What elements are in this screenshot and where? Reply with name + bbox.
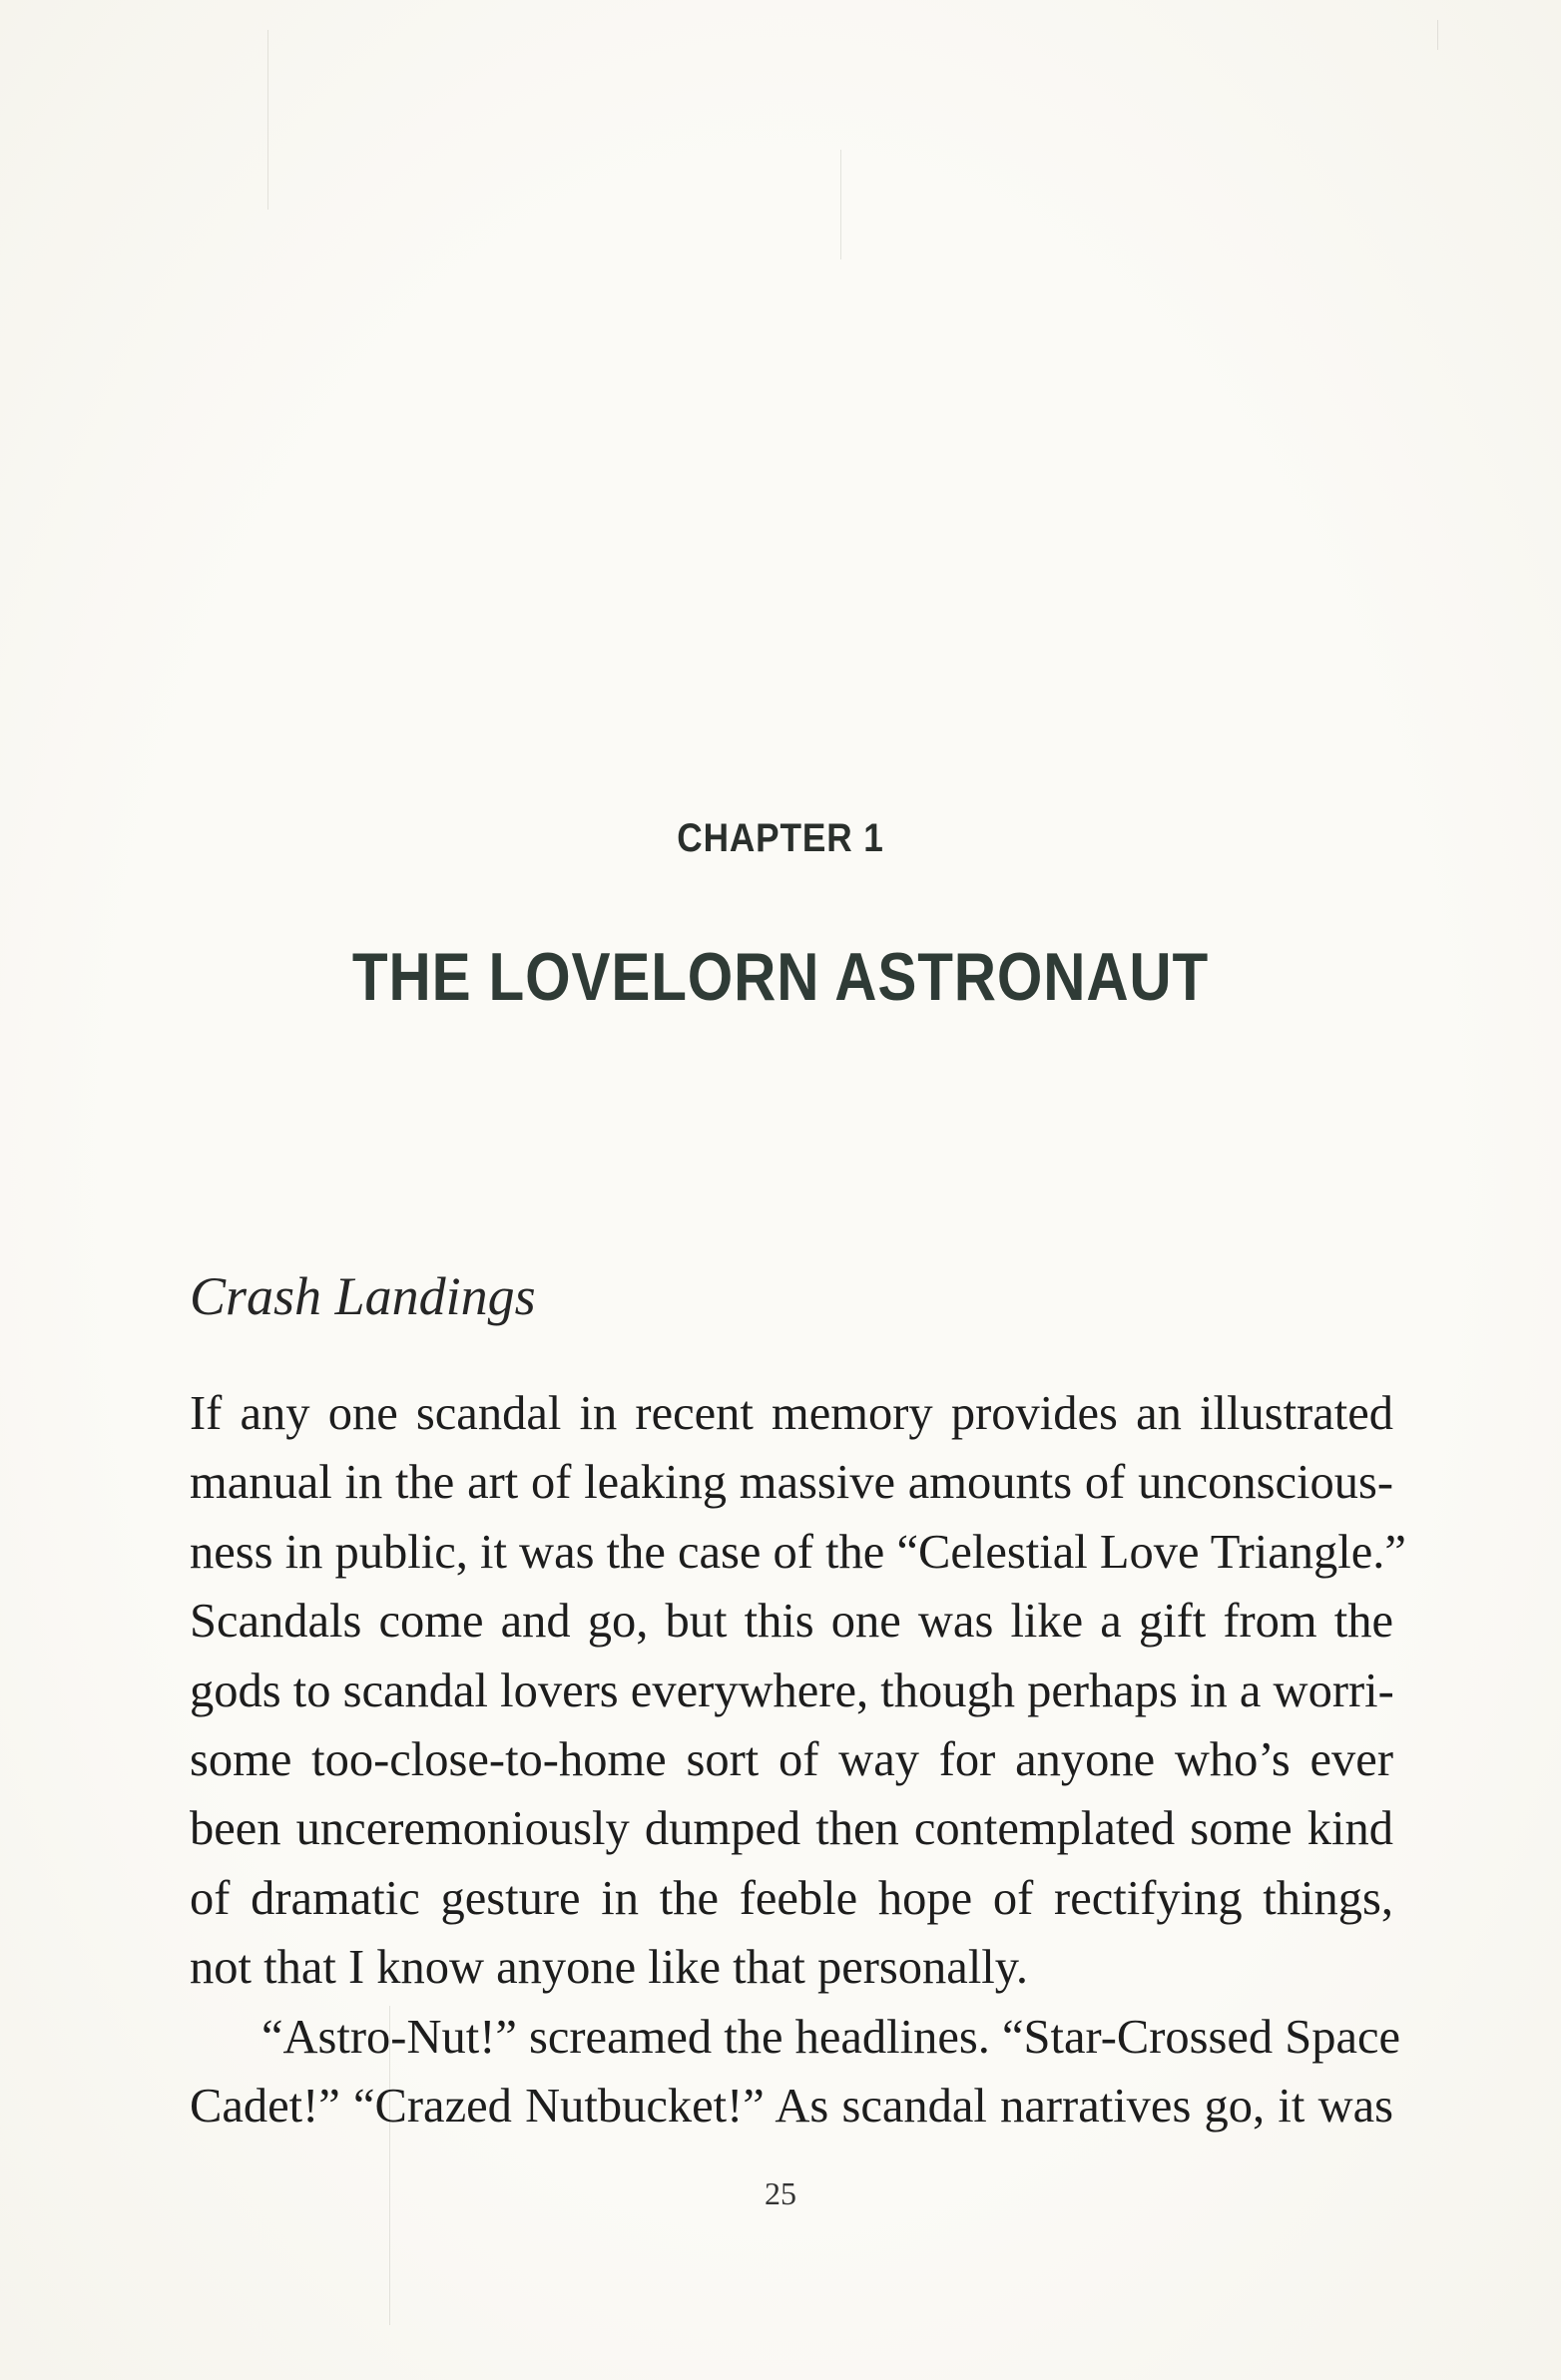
body-line: If any one scandal in recent memory provides an illustrated [190, 1387, 1393, 1440]
body-line: Cadet!” “Crazed Nutbucket!” As scandal narratives go, it was [190, 2080, 1393, 2134]
section-heading: Crash Landings [190, 1266, 536, 1326]
body-line: not that I know anyone like that personally. [190, 1941, 1029, 1995]
body-text [190, 1379, 1406, 2141]
page-number: 25 [765, 2175, 796, 2211]
body-line: ness in public, it was the case of the “Celestial Love Triangle.” [190, 1525, 1406, 1579]
scan-artifact-line [1437, 20, 1438, 50]
body-line: manual in the art of leaking massive amounts of unconscious- [190, 1456, 1393, 1510]
body-line: some too-close-to-home sort of way for anyone who’s ever [190, 1733, 1393, 1787]
body-line: gods to scandal lovers everywhere, though perhaps in a worri- [190, 1664, 1394, 1717]
scan-artifact-line [840, 150, 841, 259]
body-line: “Astro-Nut!” screamed the headlines. “Star-Crossed Space [261, 2010, 1401, 2064]
body-line: Scandals come and go, but this one was like a gift from the [190, 1595, 1393, 1649]
body-line: been unceremoniously dumped then contemplated some kind [190, 1802, 1393, 1856]
chapter-title: THE LOVELORN ASTRONAUT [351, 939, 1210, 1015]
body-line: of dramatic gesture in the feeble hope of rectifying things, [190, 1871, 1393, 1925]
chapter-label: CHAPTER 1 [677, 816, 884, 860]
scan-artifact-line [267, 30, 268, 210]
